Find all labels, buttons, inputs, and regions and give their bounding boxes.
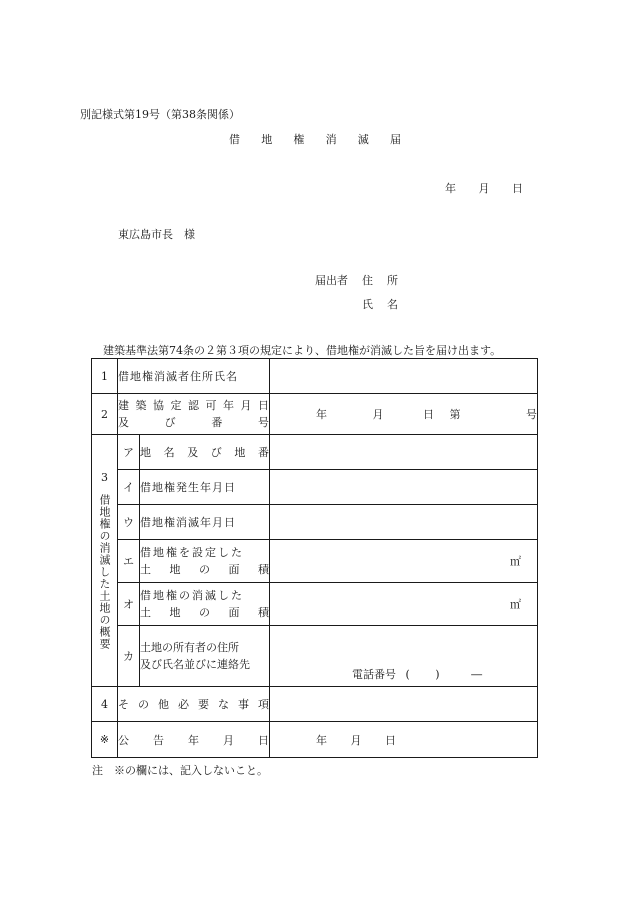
other-matters-field[interactable]: [270, 687, 538, 722]
addressee: 東広島市長 様: [118, 228, 195, 241]
label-char: び: [210, 446, 222, 459]
address-char: 住: [362, 274, 373, 287]
title-char: 権: [293, 133, 305, 146]
label-line: [140, 604, 269, 621]
field-char: 号: [526, 408, 537, 421]
label-char: 番: [211, 416, 223, 429]
lessee-address-name-label: 借地権消滅者住所氏名: [118, 359, 270, 394]
phone-dash: ―: [471, 668, 483, 681]
label-char: 必: [178, 698, 189, 711]
label-char: の: [199, 606, 210, 619]
label-line: [118, 397, 269, 414]
public-notice-date-field[interactable]: [270, 722, 538, 758]
statement-text: 建築基準法第74条の２第３項の規定により、借地権が消滅した旨を届け出ます。: [103, 344, 502, 357]
table-row: [92, 722, 538, 758]
section-number: 3: [101, 471, 108, 484]
label-line: [140, 444, 269, 460]
label-line: 及び氏名並びに連絡先: [140, 658, 250, 671]
landowner-contact-field[interactable]: [270, 626, 538, 687]
section-title: 借地権の消滅した土地の概要: [98, 494, 111, 650]
item-mark: カ: [118, 626, 140, 687]
label-char: 積: [258, 563, 269, 576]
label-line: 借地権の消滅した: [140, 589, 244, 602]
item-mark: ウ: [118, 505, 140, 540]
date-day: 日: [512, 182, 523, 195]
label-char: 土: [140, 563, 151, 576]
label-char: 認: [188, 399, 199, 412]
item-mark: ア: [118, 435, 140, 470]
label-line: [118, 732, 269, 748]
label-char: 号: [257, 416, 269, 429]
field-char: 月: [372, 408, 384, 421]
label-char: 築: [135, 399, 147, 412]
extinguished-land-area-field[interactable]: [270, 583, 538, 626]
title-char: 届: [389, 133, 401, 146]
label-char: 地: [169, 563, 181, 576]
title-char: 消: [325, 133, 337, 146]
label-line: 土地の所有者の住所: [140, 641, 239, 654]
label-char: 地: [140, 446, 151, 459]
phone-label: 電話番号: [352, 668, 396, 681]
label-char: な: [218, 698, 229, 711]
date-number-line: [270, 406, 537, 422]
notification-table: [91, 358, 538, 758]
phone-line: [270, 666, 537, 682]
label-char: 及: [187, 446, 199, 459]
label-line: 借地権を設定した: [140, 546, 244, 559]
label-char: そ: [118, 698, 129, 711]
table-row: [92, 470, 538, 505]
label-char: 番: [257, 446, 269, 459]
title-char: 地: [261, 133, 273, 146]
label-char: 協: [153, 399, 164, 412]
leased-land-area-label: [140, 540, 270, 583]
label-char: 公: [118, 733, 129, 747]
form-reference: 別記様式第19号（第38条関係）: [80, 108, 240, 121]
name-char: 名: [387, 298, 398, 311]
table-row: [92, 394, 538, 435]
label-char: 要: [198, 698, 209, 711]
label-char: 名: [163, 446, 175, 459]
public-notice-date-label: [118, 722, 270, 758]
label-char: 日: [258, 399, 269, 412]
label-char: の: [199, 563, 210, 576]
landowner-contact-label: [140, 626, 270, 687]
date-line: [270, 732, 396, 748]
title-char: 滅: [357, 133, 369, 146]
table-row: [92, 626, 538, 687]
land-location-label: [140, 435, 270, 470]
item-mark: エ: [118, 540, 140, 583]
lease-start-date-label: 借地権発生年月日: [140, 470, 270, 505]
label-char: 及: [118, 416, 129, 429]
label-line: [118, 696, 269, 712]
field-char: 年: [316, 733, 327, 747]
label-char: 日: [258, 733, 269, 747]
row-number: 2: [92, 394, 118, 435]
date-month: 月: [478, 182, 490, 195]
label-char: び: [164, 416, 176, 429]
lease-end-date-label: 借地権消滅年月日: [140, 505, 270, 540]
row-number: ※: [92, 722, 118, 758]
table-row: [92, 505, 538, 540]
footnote: 注 ※の欄には、記入しないこと。: [92, 764, 268, 777]
label-char: 可: [205, 399, 217, 412]
section-3-header: [92, 435, 118, 687]
label-char: の: [138, 698, 149, 711]
label-char: 定: [170, 399, 182, 412]
lessee-address-name-field[interactable]: [270, 359, 538, 394]
table-row: [92, 435, 538, 470]
name-label: [362, 296, 398, 312]
land-location-field[interactable]: [270, 435, 538, 470]
table-row: [92, 540, 538, 583]
field-char: 日: [385, 733, 396, 747]
label-line: [118, 414, 269, 431]
phone-close-paren: ): [435, 668, 440, 681]
label-char: 面: [228, 563, 240, 576]
label-char: 年: [188, 733, 199, 747]
label-char: 項: [258, 698, 269, 711]
leased-land-area-field[interactable]: [270, 540, 538, 583]
field-char: 第: [449, 408, 461, 421]
extinguished-land-area-label: [140, 583, 270, 626]
area-unit: ㎡: [510, 598, 521, 611]
label-char: 月: [223, 733, 234, 747]
field-char: 年: [316, 408, 327, 421]
other-matters-label: [118, 687, 270, 722]
label-char: 積: [258, 606, 269, 619]
label-char: 土: [140, 606, 151, 619]
label-char: 事: [238, 698, 249, 711]
item-mark: オ: [118, 583, 140, 626]
field-char: 月: [350, 733, 362, 747]
label-char: 告: [153, 733, 164, 747]
document-title: [229, 131, 401, 147]
agreement-approval-field[interactable]: [270, 394, 538, 435]
table-row: [92, 359, 538, 394]
lease-end-date-field[interactable]: [270, 505, 538, 540]
row-number: 4: [92, 687, 118, 722]
field-char: 日: [423, 408, 434, 421]
address-label: [362, 272, 398, 288]
lease-start-date-field[interactable]: [270, 470, 538, 505]
label-char: 月: [240, 399, 252, 412]
label-line: [140, 561, 269, 578]
label-char: 面: [228, 606, 240, 619]
table-row: [92, 583, 538, 626]
item-mark: イ: [118, 470, 140, 505]
title-char: 借: [229, 133, 240, 146]
label-char: 地: [234, 446, 246, 459]
phone-open-paren: (: [405, 668, 410, 681]
label-char: 他: [158, 698, 169, 711]
label-char: 地: [169, 606, 181, 619]
area-unit: ㎡: [510, 555, 521, 568]
table-row: [92, 687, 538, 722]
notifier-label: 届出者: [315, 274, 348, 287]
address-char: 所: [387, 274, 398, 287]
row-number: 1: [92, 359, 118, 394]
label-char: 建: [118, 399, 129, 412]
date-year: 年: [445, 182, 456, 195]
agreement-approval-label: [118, 394, 270, 435]
label-char: 年: [223, 399, 234, 412]
submission-date: [445, 180, 523, 196]
name-char: 氏: [362, 298, 373, 311]
